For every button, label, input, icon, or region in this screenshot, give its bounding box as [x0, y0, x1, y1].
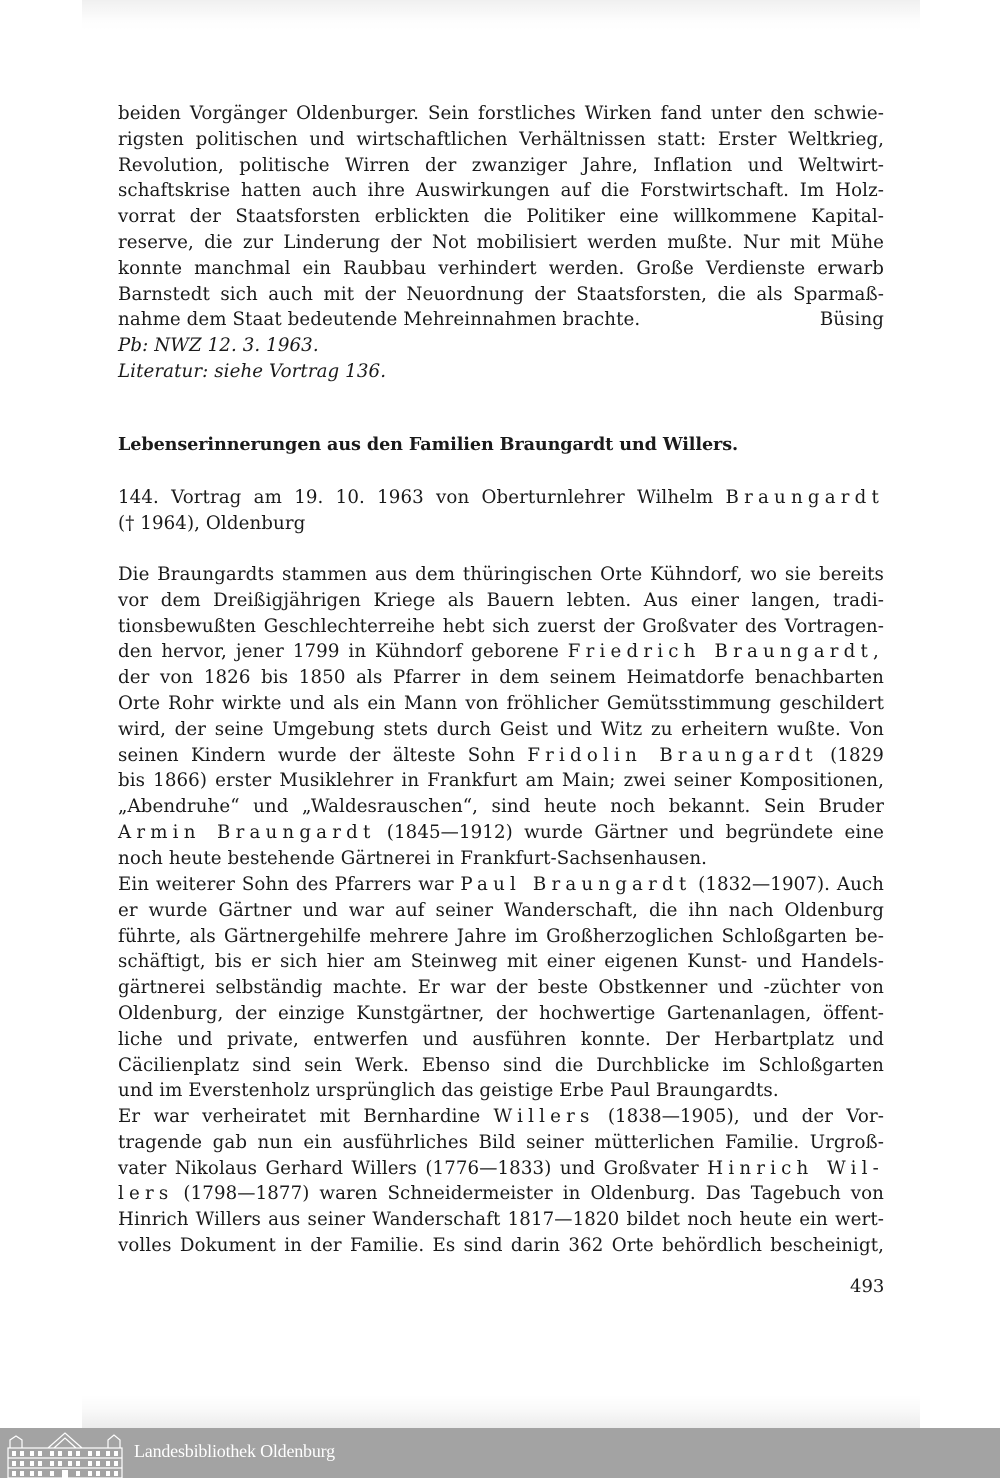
- spaced-name: Friedrich Braungardt,: [567, 641, 884, 663]
- text-line: [118, 743, 884, 769]
- text-line: der von 1826 bis 1850 als Pfarrer in dem seinem Heimatdorfe benachbarten: [118, 667, 884, 689]
- reference-literatur: Literatur: siehe Vortrag 136.: [118, 360, 387, 382]
- text-line: Oldenburg, der einzige Kunstgärtner, der hochwertige Gartenanlagen, öffent-: [118, 1002, 884, 1024]
- text-line: bis 1866) erster Musiklehrer in Frankfurt am Main; zwei seiner Kompositionen,: [118, 770, 884, 792]
- text-line: Orte Rohr wirkte und als ein Mann von fröhlicher Gemütsstimmung geschildert: [118, 692, 884, 714]
- lecture-info: [118, 485, 884, 537]
- text-line: [118, 872, 884, 898]
- text-line: Hinrich Willers aus seiner Wanderschaft 1817—1820 bildet noch heute ein wert-: [118, 1209, 884, 1231]
- text-fragment: vater Nikolaus Gerhard Willers (1776—1833) und Großvater: [118, 1157, 699, 1179]
- text-fragment: (1829: [830, 744, 884, 766]
- body-paragraph-3: [118, 1104, 884, 1259]
- text-line: volles Dokument in der Familie. Es sind darin 362 Orte behördlich bescheinigt,: [118, 1234, 884, 1256]
- scan-edge-bottom: [82, 1395, 920, 1428]
- text-line: [118, 1156, 884, 1182]
- body-paragraph-1: [118, 562, 884, 872]
- text-line: schaftskrise hatten auch ihre Auswirkungen auf die Forstwirtschaft. Im Holz-: [118, 180, 884, 202]
- text-fragment: nahme dem Staat bedeutende Mehreinnahmen brachte.: [118, 309, 641, 331]
- text-fragment: (1798—1877) waren Schneidermeister in Oldenburg. Das Tagebuch von: [183, 1183, 884, 1205]
- text-line: gärtnerei selbständig machte. Er war der beste Obstkenner und -züchter von: [118, 977, 884, 999]
- text-line: [118, 1181, 884, 1207]
- text-line: er wurde Gärtner und war auf seiner Wanderschaft, die ihn nach Oldenburg: [118, 899, 884, 921]
- spaced-name: Armin Braungardt: [118, 821, 376, 843]
- text-fragment: Ein weiterer Sohn des Pfarrers war: [118, 874, 454, 895]
- body-paragraph-2: [118, 872, 884, 1104]
- text-line: vorrat der Staatsforsten erblickten die Politiker eine willkommene Kapital-: [118, 206, 884, 228]
- text-line: Revolution, politische Wirren der zwanziger Jahre, Inflation und Weltwirt-: [118, 154, 884, 176]
- text-line: Barnstedt sich auch mit der Neuordnung der Staatsforsten, die als Sparmaß-: [118, 283, 884, 305]
- page-number: 493: [850, 1276, 885, 1297]
- text-fragment: 144. Vortrag am 19. 10. 1963 von Oberturnlehrer Wilhelm: [118, 487, 714, 508]
- author-signature: Büsing: [819, 309, 884, 331]
- text-line: führte, als Gärtnergehilfe mehrere Jahre im Großherzoglichen Schloßgarten be-: [118, 925, 884, 947]
- text-line: tionsbewußten Geschlechterreihe hebt sich zuerst der Großvater des Vortragen-: [118, 615, 884, 637]
- text-line: und im Everstenholz ursprünglich das geistige Erbe Paul Braungardts.: [118, 1080, 779, 1102]
- lecture-info-line: († 1964), Oldenburg: [118, 512, 306, 534]
- text-line: [118, 639, 884, 665]
- text-line: Cäcilienplatz sind sein Werk. Ebenso sind die Durchblicke im Schloßgarten: [118, 1054, 884, 1076]
- continuation-paragraph: [118, 101, 884, 385]
- scan-edge-top: [82, 0, 920, 30]
- text-line: „Abendruhe“ und „Waldesrauschen“, sind heute noch bekannt. Sein Bruder: [118, 796, 884, 818]
- text-fragment: den hervor, jener 1799 in Kühndorf geborene: [118, 641, 559, 663]
- spaced-name: Paul Braungardt: [460, 874, 692, 895]
- text-line-with-author: [118, 307, 884, 333]
- text-line: konnte manchmal ein Raubbau verhindert werden. Große Verdienste erwarb: [118, 257, 884, 279]
- footer-bar: [0, 1428, 1000, 1478]
- text-fragment: Er war verheiratet mit Bernhardine: [118, 1106, 481, 1127]
- text-line: rigsten politischen und wirtschaftlichen Verhältnissen statt: Erster Weltkrieg,: [118, 128, 884, 150]
- library-building-icon: [6, 1432, 124, 1478]
- text-line: tragende gab nun ein ausführliches Bild seiner mütterlichen Familie. Urgroß-: [118, 1131, 884, 1153]
- library-name: Landesbibliothek Oldenburg: [134, 1441, 335, 1461]
- lecture-info-line: [118, 485, 884, 511]
- text-fragment: seinen Kindern wurde der älteste Sohn: [118, 744, 516, 766]
- text-line: schäftigt, bis er sich hier am Steinweg mit einer eigenen Kunst- und Handels-: [118, 951, 884, 973]
- text-line: [118, 820, 884, 846]
- spaced-name: Fridolin Braungardt: [527, 744, 818, 766]
- text-line: reserve, die zur Linderung der Not mobilisiert werden mußte. Nur mit Mühe: [118, 231, 884, 253]
- spaced-name: lers: [118, 1183, 174, 1205]
- text-fragment: (1832—1907). Auch: [698, 874, 884, 895]
- text-fragment: (1845—1912) wurde Gärtner und begründete eine: [386, 821, 884, 843]
- spaced-name: Willers: [493, 1106, 595, 1127]
- text-line: Die Braungardts stammen aus dem thüringischen Orte Kühndorf, wo sie bereits: [118, 564, 884, 585]
- spaced-name: Hinrich Wil-: [707, 1157, 884, 1179]
- text-line: noch heute bestehende Gärtnerei in Frankfurt-Sachsenhausen.: [118, 847, 708, 869]
- reference-pb: Pb: NWZ 12. 3. 1963.: [118, 335, 319, 357]
- section-heading: Lebenserinnerungen aus den Familien Braungardt und Willers.: [118, 434, 739, 455]
- text-line: vor dem Dreißigjährigen Kriege als Bauern lebten. Aus einer langen, tradi-: [118, 589, 884, 611]
- text-line: liche und private, entwerfen und ausführen konnte. Der Herbartplatz und: [118, 1028, 884, 1050]
- text-fragment: (1838—1905), und der Vor-: [607, 1106, 884, 1127]
- text-line: beiden Vorgänger Oldenburger. Sein forstliches Wirken fand unter den schwie-: [118, 103, 884, 124]
- text-line: wird, der seine Umgebung stets durch Geist und Witz zu erheitern wußte. Von: [118, 718, 884, 740]
- spaced-name: Braungardt: [725, 487, 885, 508]
- text-line: [118, 1104, 884, 1130]
